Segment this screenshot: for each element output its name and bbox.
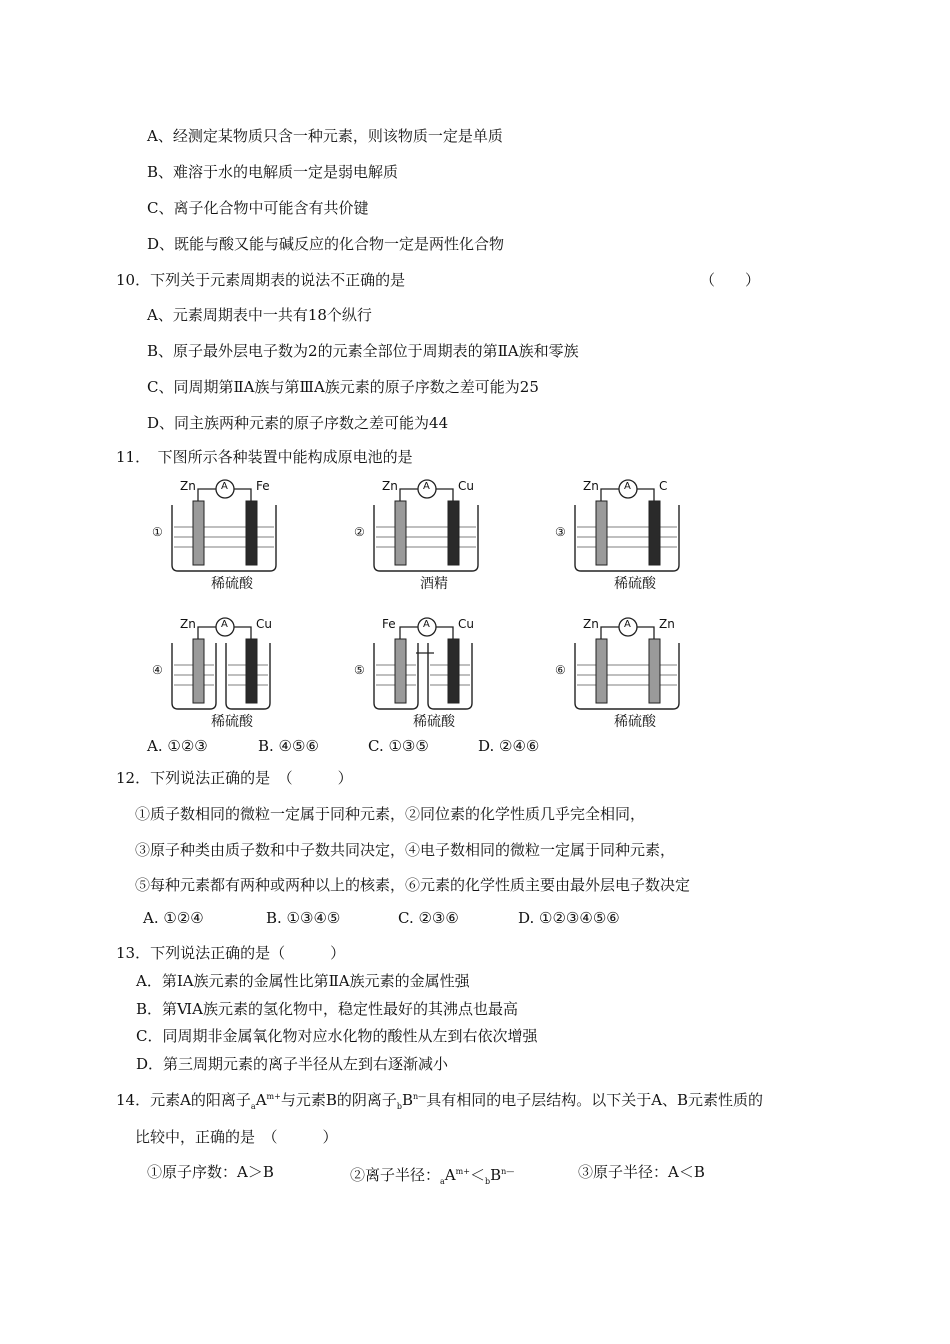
solution-label: 稀硫酸 [614,576,656,592]
electrode-right-label: Cu [256,617,272,631]
q11-answer-a: A. ①②③ [147,737,208,755]
q11-answer-d: D. ②④⑥ [478,737,540,755]
q14-ion-a-charge: m+ [266,1092,281,1101]
wire-left [198,489,216,501]
electrode-right-label: Zn [659,617,675,631]
device-number: ② [354,525,365,539]
electrode-left [395,639,406,703]
q14-item-1: ①原子序数：A＞B [147,1163,274,1181]
electrode-left [596,501,607,565]
q9-option-d: D、既能与酸又能与碱反应的化合物一定是两性化合物 [147,235,505,253]
solution-label: 酒精 [420,576,448,592]
ammeter-label: A [624,619,631,630]
q14-item-2-compare: ＜ [469,1166,485,1184]
device-3 [553,475,723,607]
q14-item-3: ③原子半径：A＜B [578,1163,705,1181]
device-5 [352,613,522,745]
q12-answer-c: C. ②③⑥ [398,909,459,927]
q14-stem-a: 14．元素A的阳离子 [116,1091,251,1109]
beaker [374,505,478,571]
q10-option-d: D、同主族两种元素的原子序数之差可能为44 [147,414,449,432]
q12-line-3: ⑤每种元素都有两种或两种以上的核素，⑥元素的化学性质主要由最外层电子数决定 [135,876,691,894]
q14-item-2-label: ②离子半径： [350,1166,441,1184]
q12-line-2: ③原子种类由质子数和中子数共同决定，④电子数相同的微粒一定属于同种元素， [135,841,676,859]
wire-right [234,489,251,501]
wire-right [234,627,251,639]
q14-item-2-b: B [490,1166,502,1184]
q10-answer-paren: （ ） [700,271,761,289]
q14-item-2-a-prescript: a [440,1177,445,1186]
ammeter-label: A [221,619,228,630]
electrode-left [395,501,406,565]
electrode-left-label: Zn [180,479,196,493]
solution-label: 稀硫酸 [211,576,253,592]
q9-option-b: B、难溶于水的电解质一定是弱电解质 [147,163,399,181]
device-4 [150,613,320,745]
q10-option-c: C、同周期第ⅡA族与第ⅢA族元素的原子序数之差可能为25 [147,378,539,396]
electrode-right-label: Fe [256,479,270,493]
q14-item-2-a: A [444,1166,456,1184]
q12-answer-a: A. ①②④ [143,909,204,927]
solution-label: 稀硫酸 [614,714,656,730]
q14-ion-b-charge: n— [413,1092,427,1101]
q14-stem-b: 与元素B的阴离子 [280,1091,397,1109]
q14-ion-a: A [255,1091,267,1109]
electrode-right-label: C [659,479,668,493]
device-number: ④ [152,663,163,677]
electrode-right-label: Cu [458,479,474,493]
electrode-left-label: Zn [583,479,599,493]
solution-label: 稀硫酸 [211,714,253,730]
q11-stem: 11． 下图所示各种装置中能构成原电池的是 [116,448,413,466]
device-number: ⑤ [354,663,365,677]
q9-option-a: A、经测定某物质只含一种元素，则该物质一定是单质 [147,127,503,145]
q12-answer-b: B. ①③④⑤ [266,909,341,927]
q10-option-a: A、元素周期表中一共有18个纵行 [147,306,372,324]
electrode-right [649,501,660,565]
ammeter-label: A [423,481,430,492]
q14-ion-a-prescript: a [250,1102,256,1111]
q13-option-b: B．第ⅥA族元素的氢化物中，稳定性最好的其沸点也最高 [136,1000,518,1018]
device-number: ③ [555,525,566,539]
wire-right [436,489,453,501]
q12-answer-d: D. ①②③④⑤⑥ [518,909,620,927]
q13-option-d: D．第三周期元素的离子半径从左到右逐渐减小 [136,1055,449,1073]
electrode-left [193,501,204,565]
wire-right [637,489,654,501]
electrode-right [649,639,660,703]
q14-ion-b: B [402,1091,414,1109]
device-number: ⑥ [555,663,566,677]
electrode-right [246,639,257,703]
q11-answer-b: B. ④⑤⑥ [258,737,319,755]
q14-stem-c: 具有相同的电子层结构。以下关于A、B元素性质的 [426,1091,764,1109]
q12-line-1: ①质子数相同的微粒一定属于同种元素，②同位素的化学性质几乎完全相同， [135,805,646,823]
electrode-right [246,501,257,565]
electrode-right [448,639,459,703]
solution-label: 稀硫酸 [413,714,455,730]
q10-stem: 10．下列关于元素周期表的说法不正确的是 [116,271,406,289]
ammeter-label: A [624,481,631,492]
q14-item-2-b-prescript: b [484,1177,491,1186]
device-6 [553,613,723,745]
q11-answer-c: C. ①③⑤ [368,737,429,755]
electrode-left-label: Zn [583,617,599,631]
wire-right [436,627,453,639]
ammeter-label: A [221,481,228,492]
wire-left [601,489,619,501]
electrode-right-label: Cu [458,617,474,631]
q14-line-2: 比较中，正确的是 （ ） [135,1128,338,1146]
q9-option-c: C、离子化合物中可能含有共价键 [147,199,369,217]
q14-ion-b-prescript: b [396,1102,402,1111]
electrode-left-label: Fe [382,617,396,631]
device-number: ① [152,525,163,539]
wire-left [400,627,418,639]
q14-item-2 [350,1162,514,1192]
device-2 [352,475,522,607]
beaker [575,505,679,571]
q10-option-b: B、原子最外层电子数为2的元素全部位于周期表的第ⅡA族和零族 [147,342,579,360]
q14-item-2-a-charge: m+ [455,1167,470,1176]
q14-stem [116,1087,763,1117]
q13-stem: 13．下列说法正确的是（ ） [116,944,346,962]
electrode-left-label: Zn [382,479,398,493]
beaker [575,643,679,709]
wire-left [400,489,418,501]
electrode-right [448,501,459,565]
wire-left [198,627,216,639]
device-1 [150,475,320,607]
wire-left [601,627,619,639]
electrode-left-label: Zn [180,617,196,631]
q12-stem: 12．下列说法正确的是 （ ） [116,769,353,787]
q14-item-2-b-charge: n— [501,1167,515,1176]
electrode-left [193,639,204,703]
wire-right [637,627,654,639]
q13-option-a: A．第ⅠA族元素的金属性比第ⅡA族元素的金属性强 [136,972,470,990]
ammeter-label: A [423,619,430,630]
beaker [172,505,276,571]
q13-option-c: C．同周期非金属氧化物对应水化物的酸性从左到右依次增强 [136,1027,538,1045]
electrode-left [596,639,607,703]
